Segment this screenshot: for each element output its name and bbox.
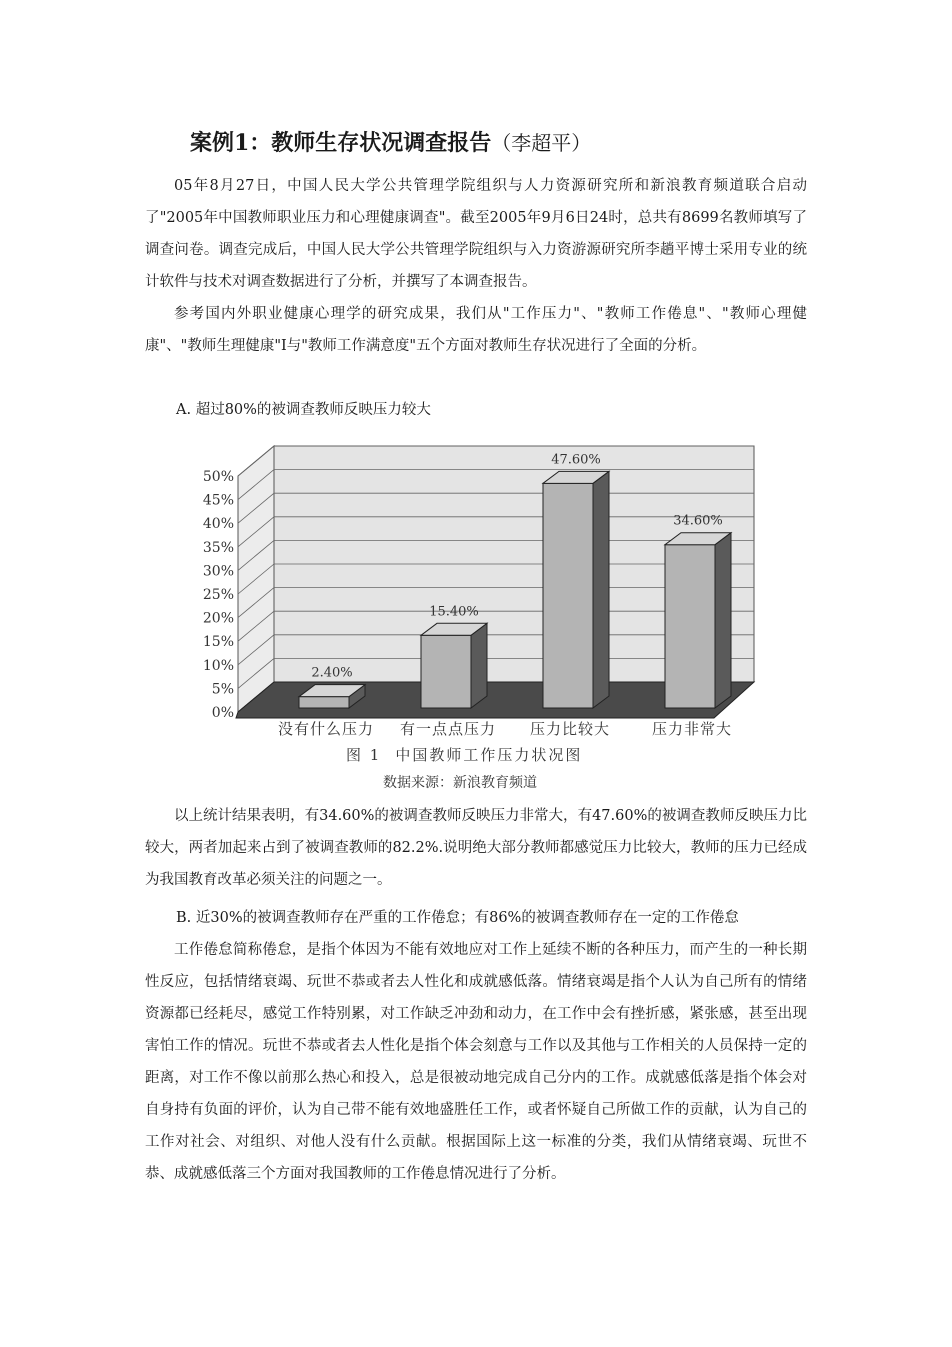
y-tick-label: 5% [211,681,234,698]
figure-caption [346,744,596,765]
x-category-label: 压力非常大 [651,720,733,738]
figure-caption-number: 图 1 [346,746,382,764]
bar-side [471,623,487,708]
title-author: （李超平） [491,131,592,155]
figure-source: 数据来源：新浪教育频道 [383,775,537,791]
section-heading-b: B. 近30%的被调查教师存在严重的工作倦怠；有86%的被调查教师存在一定的工作倦怠 [176,910,739,926]
title-main: 案例1：教师生存状况调查报告 [190,130,492,156]
y-tick-label: 35% [202,539,234,556]
figure-caption-text: 中国教师工作压力状况图 [395,746,583,764]
figure-1 [178,440,768,800]
y-tick-label: 25% [202,587,234,603]
bar-value-label: 34.60% [673,513,723,529]
y-tick-label: 40% [202,516,234,533]
bar [299,697,349,708]
bar-chart [178,440,768,740]
bar [665,545,715,708]
bar [543,483,593,708]
paragraph-burnout: 工作倦怠简称倦怠，是指个体因为不能有效地应对工作上延续不断的各种压力，而产生的一种长期性反应，包括情绪衰竭、玩世不恭或者去人性化和成就感低落。情绪衰竭是指个人认为自己所有的情绪资源都已经耗尽，感觉工作特别累，对工作缺乏冲劲和动力，在工作中会有挫折感，紧张感，甚至出现害怕工作的情况。玩世不恭或者去人性化是指个体会刻意与工作以及其他与工作相关的人员保持一定的距离，对工作不像以前那么热心和投入，总是很被动地完成自己分内的工作。成就感低落是指个体会对自身持有负面的评价，认为自己带不能有效地盛胜任工作，或者怀疑自己所做工作的贡献，认为自己的工作对社会、对组织、对他人没有什么贡献。根据国际上这一标准的分类，我们从情绪衰竭、玩世不恭、成就感低落三个方面对我国教师的工作倦息情况进行了分析。 [145,942,807,1182]
bar-side [715,533,731,708]
y-tick-label: 50% [202,469,234,485]
y-tick-label: 0% [211,705,234,721]
bar-value-label: 15.40% [429,604,479,620]
bar-value-label: 2.40% [311,665,353,681]
x-category-label: 有一点点压力 [399,720,497,738]
x-category-label: 没有什么压力 [277,720,375,738]
bar [421,635,471,708]
section-heading-a: A. 超过80%的被调查教师反映压力较大 [176,402,431,418]
x-category-label: 压力比较大 [529,720,611,738]
paragraph-scope: 参考国内外职业健康心理学的研究成果，我们从"工作压力"、"教师工作倦息"、"教师心理健康"、"教师生理健康"I与"教师工作满意度"五个方面对教师生存状况进行了全面的分析。 [145,306,807,354]
y-tick-label: 45% [202,492,234,509]
y-tick-label: 15% [202,634,234,651]
y-tick-label: 30% [202,563,234,580]
bar-side [593,471,609,708]
bar-value-label: 47.60% [551,452,601,468]
y-tick-label: 20% [202,610,234,627]
y-tick-label: 10% [202,657,234,674]
paragraph-result: 以上统计结果表明，有34.60%的被调查教师反映压力非常大，有47.60%的被调查教师反映压力比较大，两者加起来占到了被调查教师的82.2%.说明绝大部分教师都感觉压力比较大，教师的压力已经成为我国教育改革必须关注的问题之一。 [145,808,807,888]
paragraph-intro: 05年8月27日，中国人民大学公共管理学院组织与人力资源研究所和新浪教育频道联合启动了"2005年中国教师职业压力和心理健康调查"。截至2005年9月6日24时，总共有8699名教师填写了调查问卷。调查完成后，中国人民大学公共管理学院组织与入力资游源研究所李趟平博士采用专业的统计软件与技术对调查数据进行了分析，并撰写了本调查报告。 [145,178,807,290]
page-title [190,126,591,157]
